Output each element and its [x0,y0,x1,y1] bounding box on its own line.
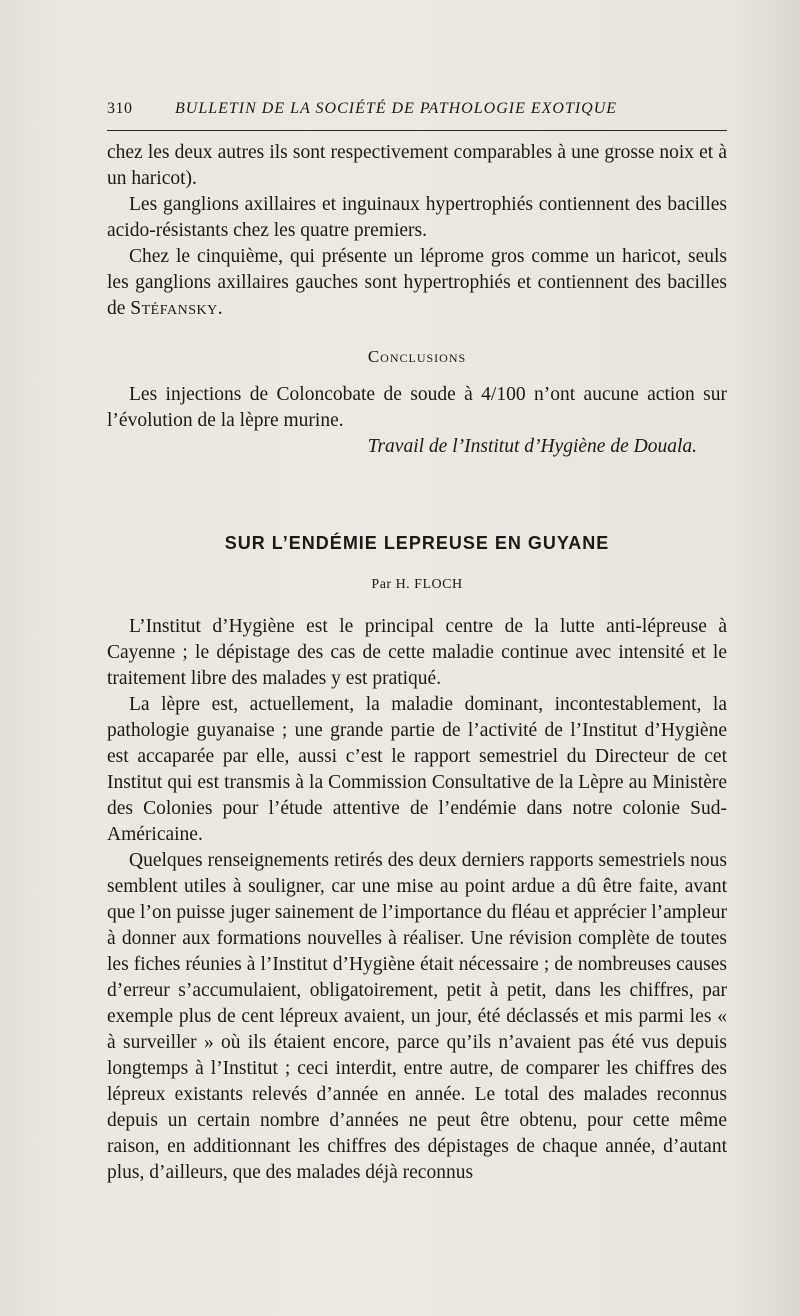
running-header [107,96,727,131]
paragraph: Quelques renseignements retirés des deux derniers rapports semestriels nous semblent utiles à souligner, car une mise au point ardue a dû être faite, avant que l’on puisse juger sainement de l’importance du fléau et apprécier l’ampleur à donner aux formations nouvelles à réaliser. Une révision complète de toutes les fiches réunies à l’Institut d’Hygiène était nécessaire ; de nombreuses causes d’erreur s’accumulaient, obligatoirement, petit à petit, dans les chiffres, par exemple plus de cent lépreux avaient, un jour, été déclassés et mis parmi les « à surveiller » où ils étaient encore, parce qu’ils n’avaient pas été vus depuis longtemps à l’Institut ; ceci interdit, entre autre, de comparer les chiffres des lépreux existants relevés d’année en année. Le total des malades reconnus depuis un certain nombre d’années ne peut être obtenu, pour cette même raison, en additionnant les chiffres des dépistages de chaque année, d’autant plus, d’ailleurs, que des malades déjà reconnus [107,850,727,1183]
page-number: 310 [107,100,133,117]
paragraph: L’Institut d’Hygiène est le principal centre de la lutte anti-lépreuse à Cayenne ; le dépistage des cas de cette maladie continue avec intensité et le traitement libre des malades y est pratiqué. [107,616,727,689]
paragraph-text: Chez le cinquième, qui présente un léprome gros comme un haricot, seuls les ganglions axillaires gauches sont hypertrophiés et contiennent des bacilles de [107,246,727,319]
signature-line: Travail de l’Institut d’Hygiène de Douala. [367,436,697,457]
paragraph-end: . [217,298,223,319]
article-title: SUR L’ENDÉMIE LEPREUSE EN GUYANE [224,533,610,553]
article-byline: Par H. FLOCH [371,577,463,592]
conclusion-paragraph: Les injections de Coloncobate de soude à 4/100 n’ont aucune action sur l’évolution de la lèpre murine. [107,384,727,431]
paragraph: La lèpre est, actuellement, la maladie dominant, incontestablement, la pathologie guyanaise ; une grande partie de l’activité de l’Institut d’Hygiène est accaparée par elle, aussi c’est le rapport semestriel du Directeur de cet Institut qui est transmis à la Commission Consultative de la Lèpre au Ministère des Colonies pour l’étude attentive de l’endémie dans notre colonie Sud-Américaine. [107,694,727,845]
conclusions-heading: Conclusions [367,347,467,366]
paragraph: Les ganglions axillaires et inguinaux hypertrophiés contiennent des bacilles acido-résistants chez les quatre premiers. [107,194,727,241]
page-body [107,140,727,1186]
running-title: BULLETIN DE LA SOCIÉTÉ DE PATHOLOGIE EXOTIQUE [175,100,618,117]
paragraph: chez les deux autres ils sont respectivement comparables à une grosse noix et à un haricot). [107,142,727,189]
paragraph [107,244,727,322]
author-name: Stéfansky [130,298,218,319]
